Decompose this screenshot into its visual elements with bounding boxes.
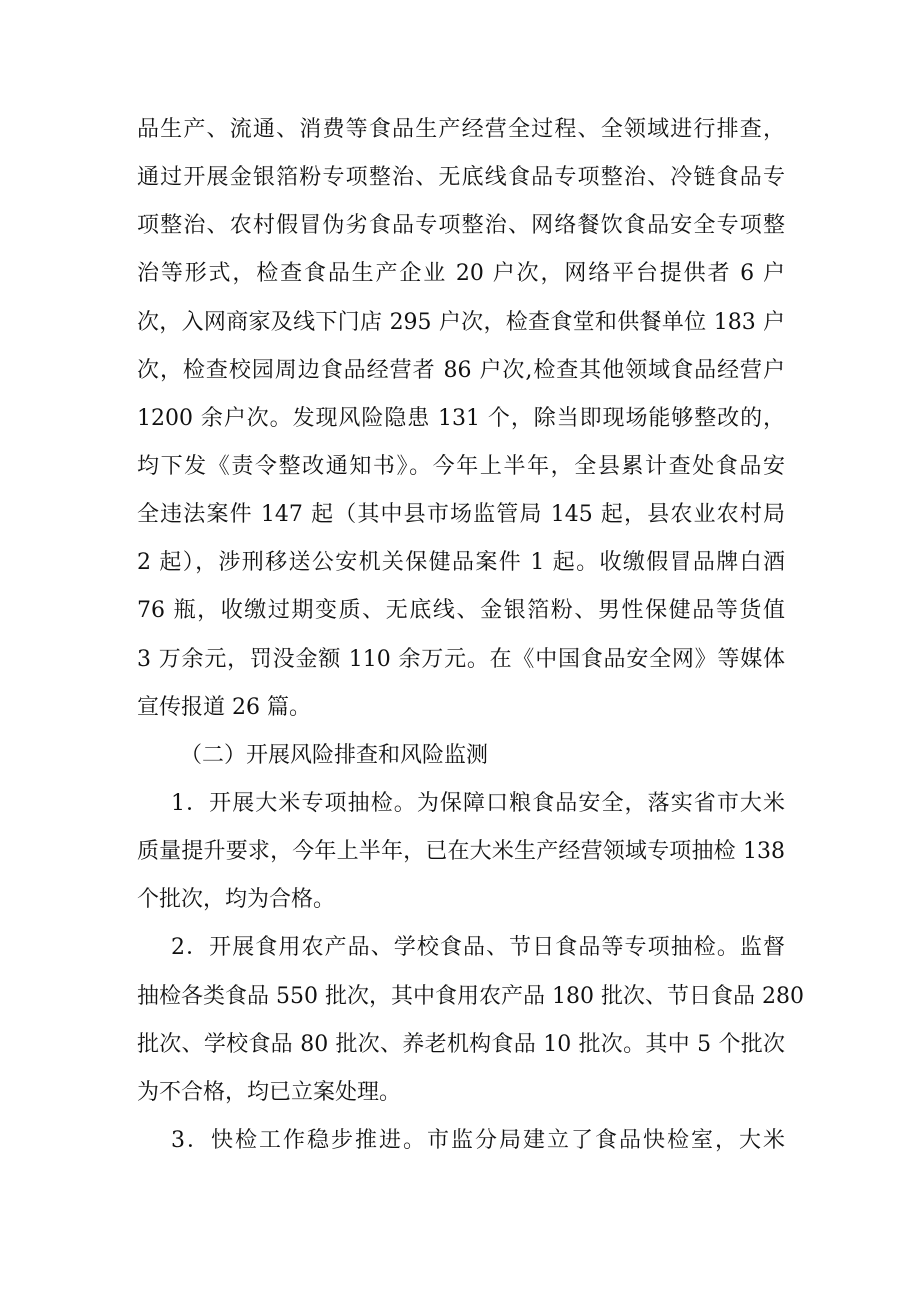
text-line: 次，检查校园周边食品经营者 86 户次,检查其他领域食品经营户 [137, 357, 785, 383]
text-line: 3 万余元，罚没金额 110 余万元。在《中国食品安全网》等媒体 [137, 646, 785, 672]
section-heading [137, 732, 785, 780]
text-line: 均下发《责令整改通知书》。今年上半年，全县累计查处食品安 [137, 453, 785, 479]
text-line: 宣传报道 26 篇。 [137, 694, 311, 720]
text-line: 批次、学校食品 80 批次、养老机构食品 10 批次。其中 5 个批次 [137, 1031, 785, 1057]
paragraph [137, 1117, 785, 1165]
text-line: 个批次，均为合格。 [137, 887, 336, 913]
text-line: 项整治、农村假冒伪劣食品专项整治、网络餐饮食品安全专项整 [137, 213, 785, 239]
text-line: 通过开展金银箔粉专项整治、无底线食品专项整治、冷链食品专 [137, 165, 785, 191]
text-line: 品生产、流通、消费等食品生产经营全过程、全领域进行排查， [137, 117, 785, 142]
text-line: 1．开展大米专项抽检。为保障口粮食品安全，落实省市大米 [171, 790, 785, 816]
text-line: 质量提升要求，今年上半年，已在大米生产经营领域专项抽检 138 [137, 839, 785, 865]
document-body [137, 106, 804, 1165]
text-line: 3．快检工作稳步推进。市监分局建立了食品快检室，大米 [171, 1127, 785, 1153]
text-line: 76 瓶，收缴过期变质、无底线、金银箔粉、男性保健品等货值 [137, 598, 785, 624]
text-line: 1200 余户次。发现风险隐患 131 个，除当即现场能够整改的， [137, 405, 785, 431]
paragraph [137, 924, 804, 1117]
text-line: 抽检各类食品 550 批次，其中食用农产品 180 批次、节日食品 280 [137, 983, 804, 1009]
text-line: 2．开展食用农产品、学校食品、节日食品等专项抽检。监督 [171, 935, 785, 961]
text-line: （二）开展风险排查和风险监测 [180, 742, 489, 768]
text-line: 2 起），涉刑移送公安机关保健品案件 1 起。收缴假冒品牌白酒 [137, 550, 785, 576]
paragraph [137, 106, 785, 732]
text-line: 治等形式，检查食品生产企业 20 户次，网络平台提供者 6 户 [137, 261, 785, 287]
text-line: 为不合格，均已立案处理。 [137, 1079, 402, 1105]
text-line: 全违法案件 147 起（其中县市场监管局 145 起，县农业农村局 [137, 502, 785, 528]
paragraph [137, 780, 785, 924]
text-line: 次，入网商家及线下门店 295 户次，检查食堂和供餐单位 183 户 [137, 309, 785, 335]
